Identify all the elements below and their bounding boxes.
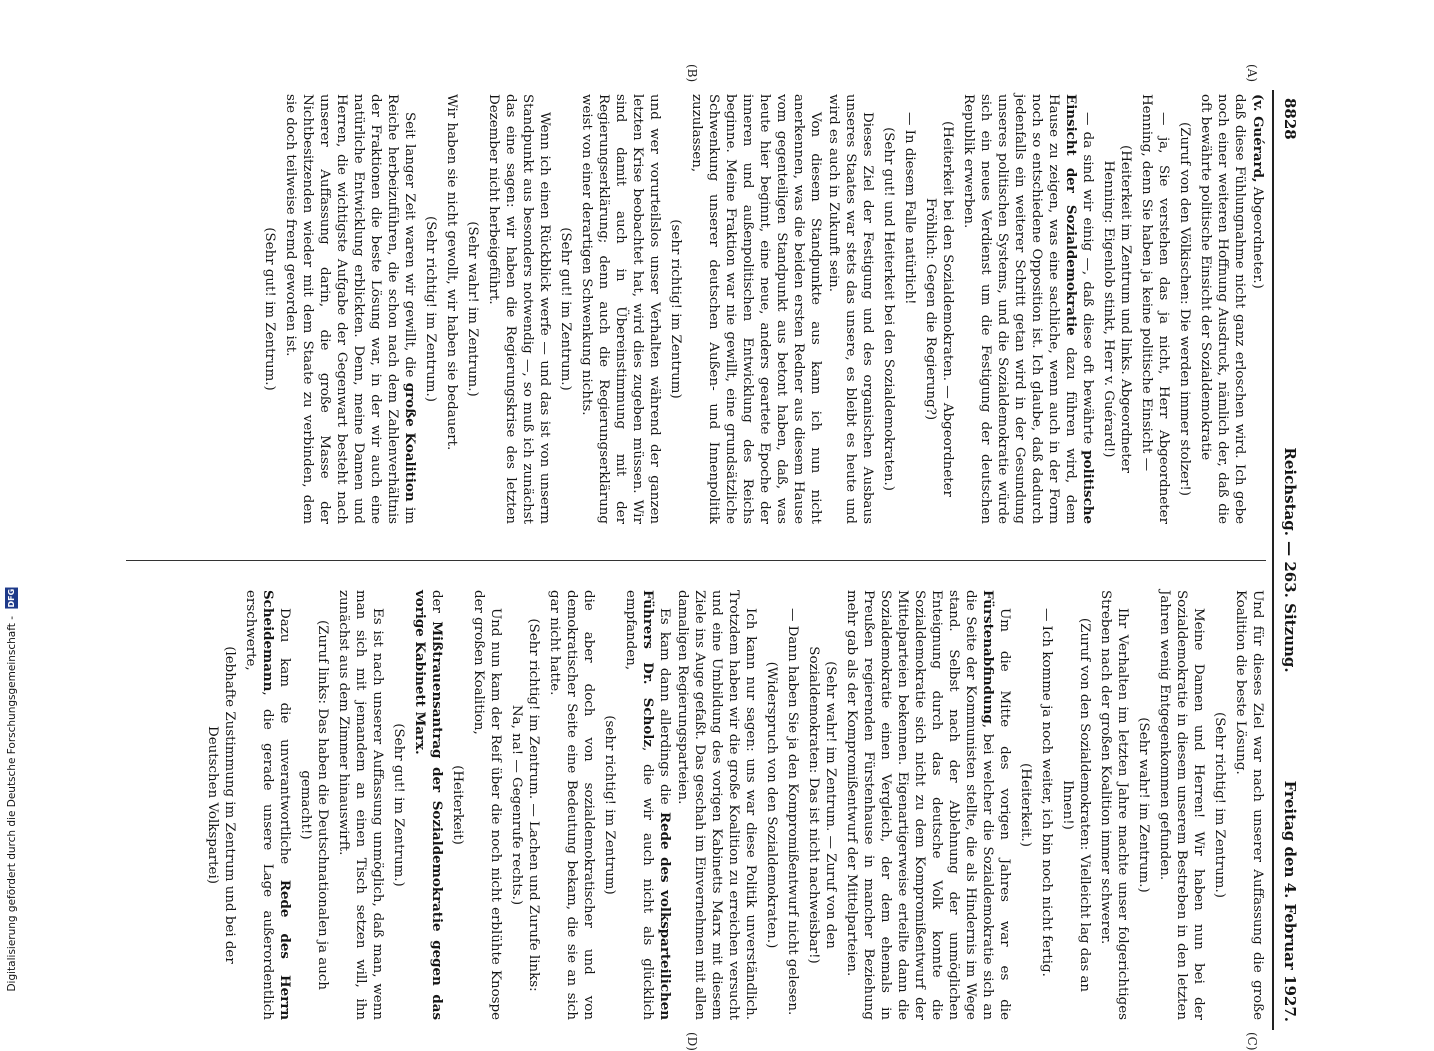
left-column — [257, 94, 1266, 524]
interjection: (lebhafte Zustimmung im Zentrum und bei der Deutschen Volkspartei) — [205, 646, 237, 964]
interjection: (Sehr richtig! im Zentrum. — Lachen und Zurufe links: Na, na! — Gegenrufe rechts.) — [509, 618, 541, 992]
column-divider — [126, 560, 1266, 561]
paragraph: Es ist nach unserer Auffassung unmöglich, daß man, wenn man sich mit jemandem an einen Tisch setzen will, ihn zunächst aus dem Zimmer hinauswirft. — [336, 590, 385, 1020]
paragraph: Es kam dann allerdings die Rede des volksparteilichen Führers Dr. Scholz, die wir auch nicht als glücklich empfanden, — [623, 590, 673, 1020]
interjection: (Sehr wahr! im Zentrum.) — [1136, 717, 1151, 893]
interjection: (Sehr wahr! im Zentrum. — Zuruf von den Sozialdemokraten: Das ist nicht nachweisbar!) — [806, 646, 838, 964]
interjection: (Sehr richtig! im Zentrum.) — [1212, 712, 1227, 898]
paragraph: — ja, Sie verstehen das ja nicht, Herr Abgeordneter Henning, denn Sie haben ja keine politische Einsicht — — [1139, 94, 1171, 524]
paragraph: Um die Mitte des vorigen Jahres war es die Fürstenabfindung, bei welcher die Sozialdemokratie sich an die Seite der Kommunisten stellte, die als Hindernis im Wege stand. Selbst nach der Ablehnung der unmöglichen Enteignung durch das deutsche Volk konnte die Sozialdemokratie sich nicht zu dem Kompromißentwurf der Mittelparteien bekennen. Eigenartigerweise erteilte dann die Sozialdemokratie einen Vergleich, der dem ehemals in Preußen regierenden Fürstenhause in mancher Beziehung mehr gab als der Kompromißentwurf der Mittelparteien. — [844, 590, 1012, 1020]
paragraph: — Dann haben Sie ja den Kompromißentwurf nicht gelesen. — [785, 608, 800, 1016]
margin-marker-b: (B) — [685, 64, 699, 83]
paragraph: und wer vorurteilslos unser Verhalten während der ganzen letzten Krise beobachtet hat, wird dies zugeben müssen. Wir sind damit auch in Übereinstimmung mit der Regierungserklärung; denn auch die Regierungserklärung weist von einer derartigen Schwenkung nichts. — [579, 94, 662, 524]
session-date: Freitag den 4. Februar 1927. — [1281, 780, 1299, 1022]
header-rule — [1272, 90, 1274, 1030]
interjection: (Heiterkeit bei den Sozialdemokraten. — Abgeordneter Fröhlich: Gegen die Regierung?) — [923, 121, 955, 497]
margin-marker-a: (A) — [1245, 64, 1259, 83]
paragraph: Wir haben sie nicht gewollt, wir haben sie bedauert. — [444, 94, 459, 451]
margin-marker-d: (D) — [685, 1032, 699, 1051]
paragraph: daß diese Fühlungnahme nicht ganz erloschen wird. Ich gebe noch einer weiteren Hoffnung Ausdruck, nämlich der, daß die oft bewährte politische Einsicht der Sozialdemokratie — [1198, 94, 1247, 524]
paragraph: der Mißtrauensantrag der Sozialdemokratie gegen das vorige Kabinett Marx. — [412, 590, 445, 1020]
scanned-page — [110, 64, 1300, 1051]
paragraph: Und für dieses Ziel war nach unserer Auffassung die große Koalition die beste Lösung. — [1233, 590, 1265, 1020]
right-column — [200, 590, 1266, 1020]
paragraph: — da sind wir einig —, daß diese oft bewährte politische Einsicht der Sozialdemokratie dazu führen wird, dem Hause zu zeigen, was eine sachliche, wenn auch in der Form noch so entschiedene Opposition ist. Ich glaube, daß dadurch jedenfalls ein weiterer Schritt getan wird in der Gesundung unseres politischen Systems, und die Sozialdemokratie würde sich ein neues Verdienst um die Festigung der deutschen Republik erwerben. — [961, 94, 1096, 524]
paragraph: Von diesem Standpunkte aus kann ich nun nicht anerkennen, was die beiden ersten Redner aus diesem Hause vom gegenteiligen Standpunkt aus betont haben, daß, was heute hier beginnt, eine neue, anders geartete Epoche der inneren und außenpolitischen Entwicklung des Reichs beginne. Meine Fraktion war nie gewillt, eine grundsätzliche Schwenkung unserer deutschen Außen- und Innenpolitik zuzulassen, — [689, 94, 823, 524]
interjection: (Sehr richtig! im Zentrum.) — [423, 216, 438, 402]
interjection: (Widerspruch von den Sozialdemokraten.) — [764, 661, 779, 949]
interjection: (Sehr gut! und Heiterkeit bei den Sozialdemokraten.) — [881, 127, 896, 491]
interjection: (Zuruf links: Das haben die Deutschnationalen ja auch gemacht!) — [298, 619, 330, 990]
paragraph: Meine Damen und Herren! Wir haben nun bei der Sozialdemokratie in diesem unserem Bestreben in den letzten Jahren wenig Entgegenkommen gefunden. — [1157, 590, 1206, 1020]
paragraph: — In diesem Falle natürlich! — [902, 112, 917, 305]
paragraph: Dazu kam die unverantwortliche Rede des Herrn Scheidemann, die gerade unsere Lage außerordentlich erschwerte, — [243, 590, 293, 1021]
interjection: (sehr richtig! im Zentrum) — [668, 219, 683, 399]
paragraph: (v. Guérard, Abgeordneter.) — [1250, 94, 1266, 289]
dfg-logo: DFG — [7, 589, 16, 609]
credit-text: Digitalisierung gefördert durch die Deutsche Forschungsgemeinschaft - — [6, 616, 18, 992]
page-header — [1274, 90, 1300, 1030]
interjection: (Sehr gut! im Zentrum.) — [391, 723, 406, 887]
interjection: (Sehr gut! im Zentrum.) — [262, 227, 277, 391]
paragraph: — Ich komme ja noch weiter, ich bin noch nicht fertig. — [1039, 608, 1054, 977]
interjection: (Heiterkeit.) — [1018, 763, 1033, 847]
interjection: (Sehr wahr! im Zentrum.) — [465, 221, 480, 397]
interjection: (Heiterkeit im Zentrum und links. Abgeordneter Henning: Eigenlob stinkt, Herr v. Guérard!) — [1101, 144, 1133, 474]
interjection: (Sehr gut! im Zentrum.) — [558, 227, 573, 391]
paragraph: Ich kann nur sagen: uns war diese Politik unverständlich. Trotzdem haben wir die große Koalition zu erreichen versucht und eine Umbildung des vorigen Kabinetts Marx mit diesem Ziele ins Auge gefaßt. Das geschah im Einvernehmen mit allen damaligen Regierungsparteien. — [675, 590, 758, 1020]
margin-marker-c: (C) — [1245, 1032, 1259, 1051]
paragraph: Seit langer Zeit waren wir gewillt, die große Koalition im Reiche herbeizuführen, die schon nach dem Zahlenverhältnis der Fraktionen die beste Lösung war, in der wir auch eine natürliche Entwicklung erblickten. Denn, meine Damen und Herren, die wichtigste Aufgabe der Gegenwart besteht nach unserer Auffassung darin, die große Masse der Nichtbesitzenden wieder mit dem Staate zu verbinden, dem sie doch teilweise fremd geworden ist. — [283, 94, 418, 524]
digitization-credit — [5, 588, 18, 992]
paragraph: die aber doch von sozialdemokratischer und von demokratischer Seite eine Bedeutung bekam, die sie an sich gar nicht hatte. — [547, 590, 596, 1020]
paragraph: Dieses Ziel der Festigung und des organischen Ausbaus unseres Staates war stets das unsere, es bleibt es heute und wird es auch in Zukunft sein. — [826, 94, 875, 524]
interjection: (Heiterkeit) — [450, 765, 465, 845]
paragraph: Ihr Verhalten im letzten Jahre machte unser folgerichtiges Streben nach der großen Koalition immer schwerer. — [1098, 590, 1130, 1020]
paragraph: Wenn ich einen Rückblick werfe — und das ist von unserm Standpunkt aus besonders notwendig —, so muß ich zunächst das eine sagen: wir haben die Regierungskrise des letzten Dezember nicht herbeigeführt. — [486, 94, 552, 524]
page-number: 8828 — [1281, 98, 1299, 140]
paragraph: Und nun kam der Reif über die noch nicht erblühte Knospe der großen Koalition, — [471, 590, 503, 1020]
interjection: (Zuruf von den Sozialdemokraten: Vielleicht lag das an Ihnen!) — [1060, 617, 1092, 993]
interjection: (Zuruf von den Völkischen: Die werden immer stolzer!) — [1177, 122, 1192, 496]
interjection: (sehr richtig! im Zentrum) — [602, 715, 617, 895]
session-title: Reichstag. — 263. Sitzung. — [1281, 447, 1299, 673]
